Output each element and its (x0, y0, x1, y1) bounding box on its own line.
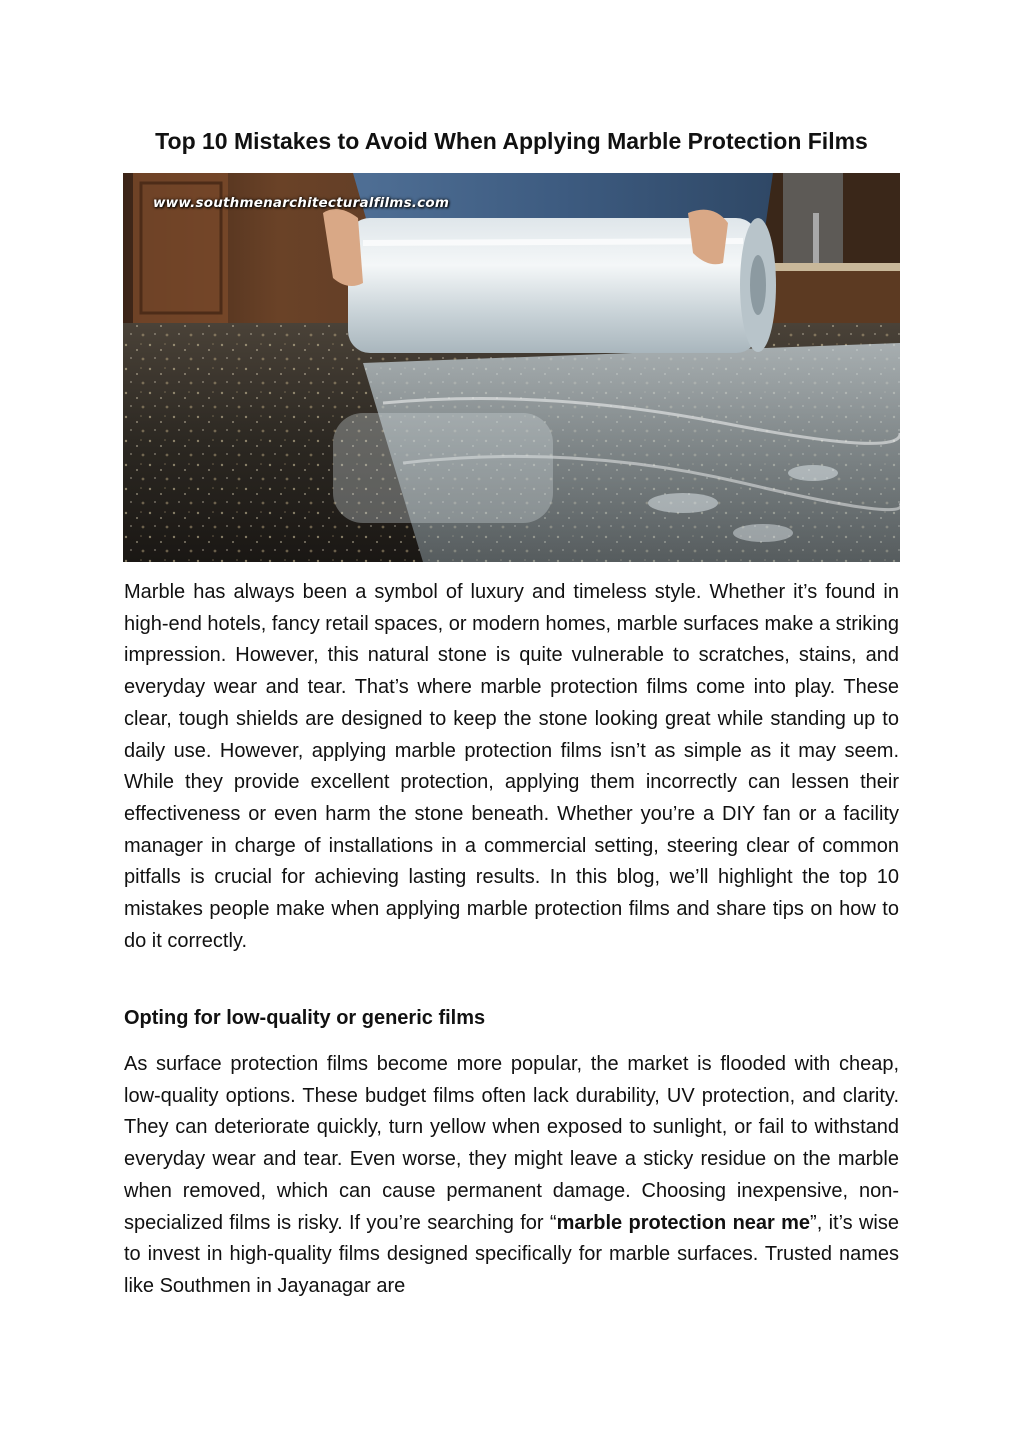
section-paragraph-part2: ”, it’s wise to invest in high-quality films designed specifically for marble surfaces. Trusted names like Southmen in Jayanagar are (124, 1211, 899, 1297)
section-paragraph-part1: As surface protection films become more popular, the market is flooded with cheap, low-quality options. These budget films often lack durability, UV protection, and clarity. They can deteriorate quickly, turn yellow when exposed to sunlight, or fail to withstand everyday wear and tear. Even worse, they might leave a sticky residue on the marble when removed, which can cause permanent damage. Choosing inexpensive, non-specialized films is risky. If you’re searching for “ (124, 1053, 899, 1234)
section-heading: Opting for low-quality or generic films (124, 1007, 486, 1029)
intro-paragraph: Marble has always been a symbol of luxury and timeless style. Whether it’s found in high-end hotels, fancy retail spaces, or modern homes, marble surfaces make a striking impression. However, this natural stone is quite vulnerable to scratches, stains, and everyday wear and tear. That’s where marble protection films come into play. These clear, tough shields are designed to keep the stone looking great while standing up to daily use. However, applying marble protection films isn’t as simple as it may seem. While they provide excellent protection, applying them incorrectly can lessen their effectiveness or even harm the stone beneath. Whether you’re a DIY fan or a facility manager in charge of installations in a commercial setting, steering clear of common pitfalls is crucial for achieving lasting results. In this blog, we’ll highlight the top 10 mistakes people make when applying marble protection films and share tips on how to do it correctly. (124, 581, 899, 952)
hero-photo (123, 173, 900, 562)
section-paragraph-bold-phrase: marble protection near me (556, 1211, 811, 1234)
marble-film-roll-illustration (123, 173, 900, 562)
hero-watermark: www.southmenarchitecturalfilms.com (153, 195, 450, 211)
section-paragraph (124, 1049, 899, 1303)
document-title: Top 10 Mistakes to Avoid When Applying Marble Protection Films (155, 128, 868, 154)
